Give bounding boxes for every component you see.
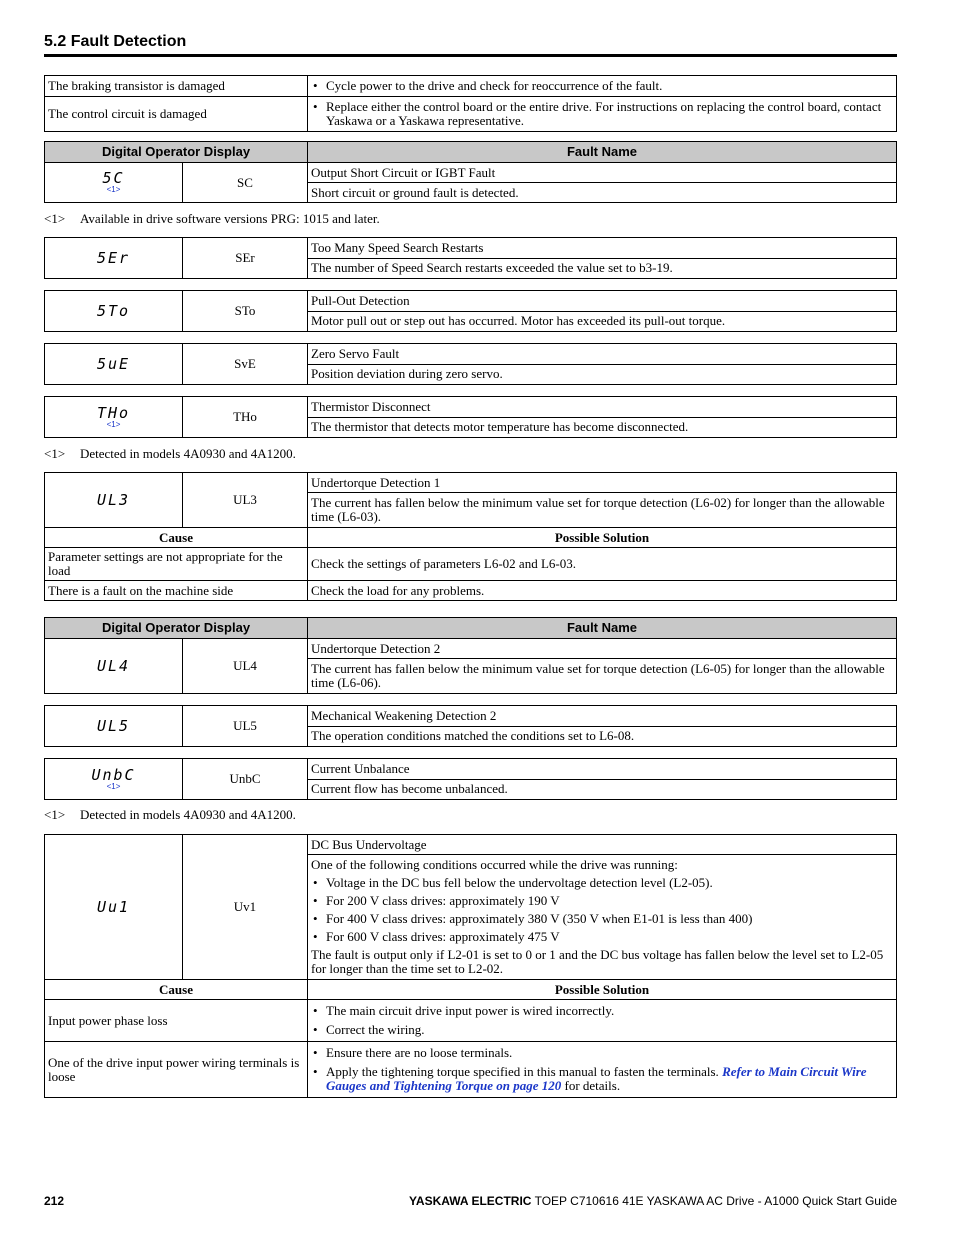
operator-display bbox=[45, 238, 183, 279]
fault-code: SvE bbox=[183, 344, 308, 385]
table-row bbox=[45, 548, 897, 581]
display-glyph: 5Er bbox=[96, 249, 131, 267]
solution-bullet: • Correct the wiring. bbox=[311, 1023, 893, 1037]
fault-description: The number of Speed Search restarts exceeded the value set to b3-19. bbox=[308, 258, 897, 279]
solution-text: Apply the tightening torque specified in this manual to fasten the terminals. bbox=[326, 1064, 723, 1079]
footnote-ref: <1> bbox=[106, 781, 121, 791]
footnote-mark: <1> bbox=[44, 446, 66, 461]
fault-code: SEr bbox=[183, 238, 308, 279]
fault-code: SC bbox=[183, 163, 308, 203]
fault-table-ul3 bbox=[44, 472, 897, 601]
fault-code: THo bbox=[183, 397, 308, 438]
fault-code: UnbC bbox=[183, 759, 308, 800]
fault-description: The current has fallen below the minimum value set for torque detection (L6-02) for longer than the allowable time (L6-03). bbox=[308, 493, 897, 528]
fault-table-uv1 bbox=[44, 834, 897, 1098]
description-intro: One of the following conditions occurred while the drive was running: bbox=[311, 857, 678, 872]
cause-cell: There is a fault on the machine side bbox=[45, 581, 308, 601]
section-title: 5.2 Fault Detection bbox=[44, 33, 187, 50]
solution-cell bbox=[308, 97, 897, 132]
display-glyph: Uu1 bbox=[96, 898, 131, 916]
table-row bbox=[45, 1000, 897, 1042]
footnote-mark: <1> bbox=[44, 211, 66, 226]
operator-display bbox=[45, 397, 183, 438]
fault-description: The thermistor that detects motor temperature has become disconnected. bbox=[308, 417, 897, 438]
display-glyph: 5C bbox=[102, 169, 125, 187]
table-row bbox=[45, 581, 897, 601]
operator-display bbox=[45, 473, 183, 528]
footnote bbox=[44, 446, 296, 462]
fault-name-header: Fault Name bbox=[308, 618, 897, 639]
fault-description: Position deviation during zero servo. bbox=[308, 364, 897, 385]
list-item: • For 400 V class drives: approximately 380 V (350 V when E1-01 is less than 400) bbox=[311, 912, 893, 926]
solution-text: for details. bbox=[561, 1078, 621, 1093]
possible-solution-header: Possible Solution bbox=[308, 980, 897, 1000]
list-item: • Voltage in the DC bus fell below the undervoltage detection level (L2-05). bbox=[311, 876, 893, 890]
solution-bullet bbox=[311, 1065, 893, 1093]
cause-cell: The control circuit is damaged bbox=[45, 97, 308, 132]
cause-header: Cause bbox=[45, 980, 308, 1000]
fault-table-tho bbox=[44, 396, 897, 438]
fault-table-ul5 bbox=[44, 705, 897, 747]
display-glyph: 5To bbox=[96, 302, 131, 320]
fault-description: Short circuit or ground fault is detected. bbox=[308, 183, 897, 203]
solution-cell bbox=[308, 1042, 897, 1098]
fault-name: Zero Servo Fault bbox=[308, 344, 897, 365]
fault-name: Undertorque Detection 1 bbox=[308, 473, 897, 493]
list-item: • For 200 V class drives: approximately 190 V bbox=[311, 894, 893, 908]
cause-cell: Parameter settings are not appropriate for the load bbox=[45, 548, 308, 581]
display-glyph: THo bbox=[96, 403, 131, 422]
display-glyph: UL3 bbox=[96, 491, 131, 509]
solution-bullet: • Replace either the control board or the entire drive. For instructions on replacing the control board, contact Yaskawa or a Yaskawa representative. bbox=[311, 100, 893, 128]
display-glyph: UnbC bbox=[91, 765, 136, 784]
operator-display bbox=[45, 639, 183, 694]
document-title: TOEP C710616 41E YASKAWA AC Drive - A1000 Quick Start Guide bbox=[531, 1194, 897, 1208]
operator-display bbox=[45, 759, 183, 800]
footnote bbox=[44, 807, 296, 823]
fault-table-sc bbox=[44, 141, 897, 203]
footnote-text: Detected in models 4A0930 and 4A1200. bbox=[80, 807, 296, 822]
possible-solution-header: Possible Solution bbox=[308, 528, 897, 548]
cause-cell: Input power phase loss bbox=[45, 1000, 308, 1042]
footnote bbox=[44, 211, 380, 227]
fault-code: Uv1 bbox=[183, 835, 308, 980]
list-item: • For 600 V class drives: approximately 475 V bbox=[311, 930, 893, 944]
description-outro: The fault is output only if L2-01 is set to 0 or 1 and the DC bus voltage has fallen below the level set to L2-05 for longer than the time set to L2-02. bbox=[311, 947, 884, 976]
fault-table-ser bbox=[44, 237, 897, 279]
footnote-text: Available in drive software versions PRG: 1015 and later. bbox=[80, 211, 380, 226]
display-glyph: 5uE bbox=[96, 355, 131, 373]
operator-display bbox=[45, 835, 183, 980]
fault-name-header: Fault Name bbox=[308, 142, 897, 163]
footnote-mark: <1> bbox=[44, 807, 66, 822]
fault-code: UL5 bbox=[183, 706, 308, 747]
cause-cell: One of the drive input power wiring terminals is loose bbox=[45, 1042, 308, 1098]
cause-cell: The braking transistor is damaged bbox=[45, 76, 308, 97]
cross-reference-link[interactable]: Refer to Main Circuit Wire Gauges and Tightening Torque on page 120 bbox=[326, 1064, 867, 1093]
table-row bbox=[45, 97, 897, 132]
footnote-text: Detected in models 4A0930 and 4A1200. bbox=[80, 446, 296, 461]
fault-name: Too Many Speed Search Restarts bbox=[308, 238, 897, 259]
operator-display bbox=[45, 291, 183, 332]
solution-cell bbox=[308, 76, 897, 97]
table-row bbox=[45, 1042, 897, 1098]
fault-description bbox=[308, 855, 897, 980]
solution-cell: Check the settings of parameters L6-02 and L6-03. bbox=[308, 548, 897, 581]
fault-description: Current flow has become unbalanced. bbox=[308, 779, 897, 800]
display-glyph: UL5 bbox=[96, 717, 131, 735]
operator-display bbox=[45, 706, 183, 747]
fault-code: UL4 bbox=[183, 639, 308, 694]
fault-table-unbc bbox=[44, 758, 897, 800]
top-cause-table bbox=[44, 75, 897, 132]
fault-name: DC Bus Undervoltage bbox=[308, 835, 897, 855]
fault-table-sve bbox=[44, 343, 897, 385]
fault-description: Motor pull out or step out has occurred. Motor has exceeded its pull-out torque. bbox=[308, 311, 897, 332]
brand-name: YASKAWA ELECTRIC bbox=[409, 1194, 532, 1208]
table-row bbox=[45, 76, 897, 97]
fault-name: Pull-Out Detection bbox=[308, 291, 897, 312]
digital-operator-display-header: Digital Operator Display bbox=[45, 618, 308, 639]
fault-description: The current has fallen below the minimum value set for torque detection (L6-05) for longer than the allowable time (L6-06). bbox=[308, 659, 897, 694]
fault-name: Output Short Circuit or IGBT Fault bbox=[308, 163, 897, 183]
display-glyph: UL4 bbox=[96, 657, 131, 675]
fault-table-ul4 bbox=[44, 617, 897, 694]
fault-description: The operation conditions matched the conditions set to L6-08. bbox=[308, 726, 897, 747]
solution-cell bbox=[308, 1000, 897, 1042]
fault-name: Mechanical Weakening Detection 2 bbox=[308, 706, 897, 727]
page-number: 212 bbox=[44, 1194, 65, 1208]
fault-code: STo bbox=[183, 291, 308, 332]
operator-display bbox=[45, 163, 183, 203]
solution-bullet: • The main circuit drive input power is wired incorrectly. bbox=[311, 1004, 893, 1018]
fault-name: Current Unbalance bbox=[308, 759, 897, 780]
document-footer bbox=[409, 1194, 897, 1208]
digital-operator-display-header: Digital Operator Display bbox=[45, 142, 308, 163]
cause-header: Cause bbox=[45, 528, 308, 548]
footnote-ref: <1> bbox=[106, 419, 121, 429]
fault-code: UL3 bbox=[183, 473, 308, 528]
description-list bbox=[311, 876, 893, 944]
solution-bullet: • Cycle power to the drive and check for reoccurrence of the fault. bbox=[311, 79, 893, 93]
fault-name: Undertorque Detection 2 bbox=[308, 639, 897, 659]
operator-display bbox=[45, 344, 183, 385]
fault-table-sto bbox=[44, 290, 897, 332]
header-rule bbox=[44, 54, 897, 57]
solution-cell: Check the load for any problems. bbox=[308, 581, 897, 601]
solution-bullet: • Ensure there are no loose terminals. bbox=[311, 1046, 893, 1060]
fault-name: Thermistor Disconnect bbox=[308, 397, 897, 418]
footnote-ref: <1> bbox=[106, 185, 121, 194]
